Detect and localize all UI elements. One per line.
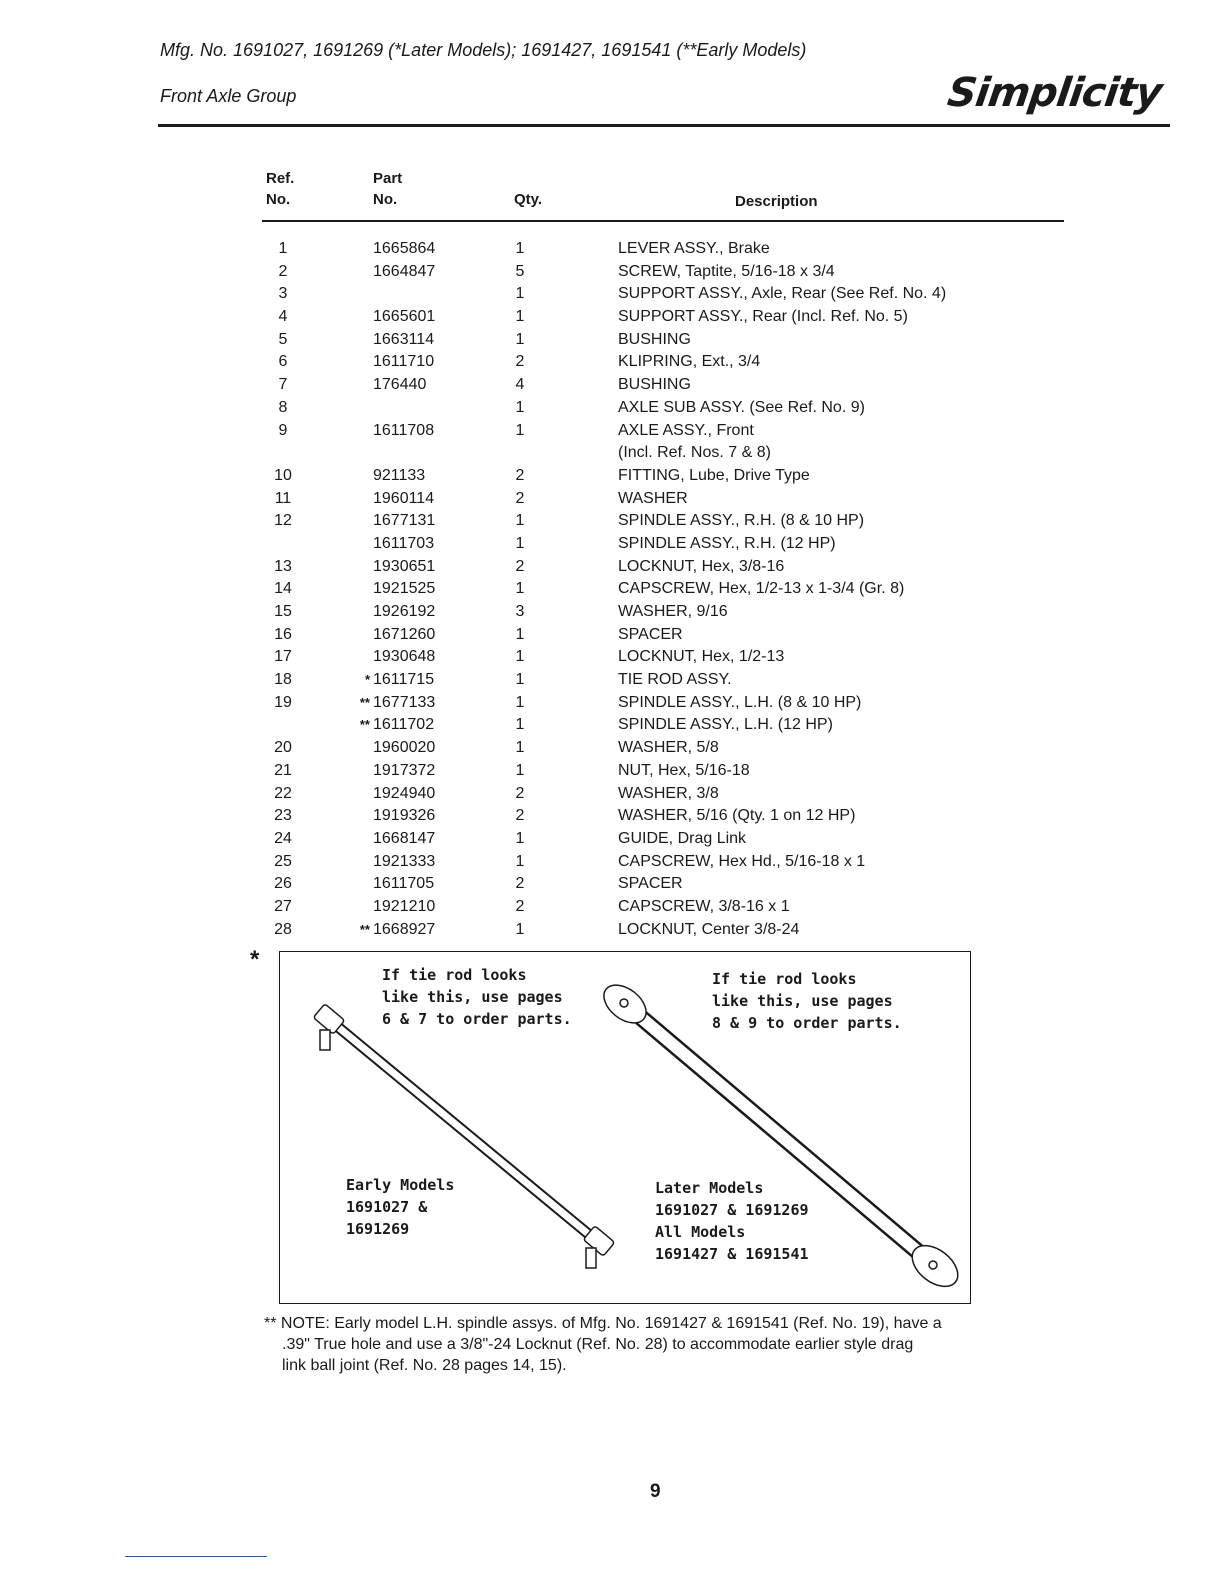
quantity: 1 xyxy=(515,580,525,598)
quantity: 2 xyxy=(515,557,525,575)
quantity: 1 xyxy=(515,308,525,326)
table-row xyxy=(0,737,1224,760)
table-row xyxy=(0,510,1224,533)
header-divider xyxy=(158,124,1170,127)
quantity: 2 xyxy=(515,897,525,915)
part-number: 1665864 xyxy=(373,240,436,257)
part-number: 1668927 xyxy=(373,920,436,938)
ref-number: 14 xyxy=(274,580,292,598)
quantity: 1 xyxy=(515,285,525,303)
ref-number: 23 xyxy=(274,807,292,825)
ref-number: 27 xyxy=(274,897,292,915)
table-row xyxy=(0,397,1224,420)
part-number: 1921210 xyxy=(373,897,436,915)
description: SPINDLE ASSY., R.H. (12 HP) xyxy=(618,534,836,552)
part-number: 1611702 xyxy=(373,716,435,734)
description: KLIPRING, Ext., 3/4 xyxy=(618,353,761,371)
section-title: Front Axle Group xyxy=(160,86,297,106)
table-row xyxy=(0,714,1224,737)
description: SPINDLE ASSY., R.H. (8 & 10 HP) xyxy=(618,512,865,530)
table-row xyxy=(0,442,1224,465)
table-row xyxy=(0,873,1224,896)
part-number: 1930651 xyxy=(373,557,436,575)
part-number: 1677131 xyxy=(373,512,436,530)
table-row xyxy=(0,306,1224,329)
ref-number: 11 xyxy=(274,489,292,507)
part-number: 1611715 xyxy=(373,671,435,689)
ref-number: 19 xyxy=(274,693,292,711)
ref-number: 26 xyxy=(274,875,292,893)
quantity: 1 xyxy=(515,421,525,439)
ref-number: 4 xyxy=(278,308,288,326)
table-row xyxy=(0,646,1224,669)
footnote: ** NOTE: Early model L.H. spindle assys. of Mfg. No. 1691427 & 1691541 (Ref. No. 19), have a .39" True hole and use a 3/8"-24 Locknut (Ref. No. 28) to accommodate earlier style drag link ball joint (Ref. No. 28 pages 14, 15). xyxy=(264,1315,942,1374)
part-number: 1930648 xyxy=(373,648,436,666)
later-models-label: Later Models 1691027 & 1691269 All Models 1691427 & 1691541 xyxy=(655,1179,809,1263)
description: SPACER xyxy=(618,625,683,643)
quantity: 1 xyxy=(515,534,525,552)
quantity: 1 xyxy=(515,648,525,666)
part-number: 1921525 xyxy=(373,580,436,598)
part-number: 1611708 xyxy=(373,421,435,439)
table-row xyxy=(0,783,1224,806)
quantity: 1 xyxy=(515,671,525,689)
ref-number: 1 xyxy=(278,240,288,257)
part-number: 1611703 xyxy=(373,534,435,552)
early-tie-rod-instructions: If tie rod looks like this, use pages 6 & 7 to order parts. xyxy=(382,966,572,1028)
quantity: 1 xyxy=(515,512,525,530)
quantity: 5 xyxy=(515,262,525,280)
footer-line xyxy=(125,1556,267,1557)
quantity: 1 xyxy=(515,240,525,257)
col-header-qty: Qty. xyxy=(514,191,543,208)
brand-logo: Simplicity xyxy=(944,70,1165,116)
part-number: 1664847 xyxy=(373,262,436,280)
table-row xyxy=(0,760,1224,783)
model-marker: ** xyxy=(359,717,370,733)
ref-number: 5 xyxy=(278,330,288,348)
ref-number: 24 xyxy=(274,829,292,847)
page-number: 9 xyxy=(650,1481,661,1502)
quantity: 1 xyxy=(515,920,525,938)
quantity: 2 xyxy=(515,489,525,507)
part-number: 1917372 xyxy=(373,761,436,779)
part-number: 1924940 xyxy=(373,784,436,802)
quantity: 2 xyxy=(515,875,525,893)
ref-number: 8 xyxy=(278,398,288,416)
description: CAPSCREW, Hex, 1/2-13 x 1-3/4 (Gr. 8) xyxy=(618,580,905,598)
description: FITTING, Lube, Drive Type xyxy=(618,466,810,484)
ref-number: 9 xyxy=(278,421,288,439)
ref-number: 21 xyxy=(274,761,292,779)
table-row xyxy=(0,261,1224,284)
table-row xyxy=(0,896,1224,919)
description: AXLE SUB ASSY. (See Ref. No. 9) xyxy=(618,398,865,416)
description: BUSHING xyxy=(618,330,691,348)
ref-number: 6 xyxy=(278,353,288,371)
quantity: 2 xyxy=(515,466,525,484)
ref-number: 22 xyxy=(274,784,292,802)
tie-rod-note-marker: * xyxy=(250,946,260,973)
ref-number: 18 xyxy=(274,671,292,689)
part-number: 1926192 xyxy=(373,603,436,620)
table-row xyxy=(0,601,1224,624)
part-number: 1668147 xyxy=(373,829,436,847)
part-number: 1665601 xyxy=(373,308,436,326)
model-marker: ** xyxy=(359,694,370,710)
description: LOCKNUT, Center 3/8-24 xyxy=(618,920,800,938)
quantity: 1 xyxy=(515,330,525,348)
col-header-ref: Ref. No. xyxy=(266,170,295,208)
ref-number: 25 xyxy=(274,852,292,870)
description: SPINDLE ASSY., L.H. (12 HP) xyxy=(618,716,833,734)
ref-number: 15 xyxy=(274,603,292,620)
description: SPINDLE ASSY., L.H. (8 & 10 HP) xyxy=(618,693,862,711)
col-header-description: Description xyxy=(735,193,818,210)
part-number: 1611710 xyxy=(373,353,435,371)
ref-number: 28 xyxy=(274,920,292,938)
quantity: 4 xyxy=(515,376,525,394)
table-row xyxy=(0,805,1224,828)
ref-number: 2 xyxy=(278,262,288,280)
model-marker: * xyxy=(364,672,370,688)
description: WASHER, 5/16 (Qty. 1 on 12 HP) xyxy=(618,807,856,825)
quantity: 1 xyxy=(515,852,525,870)
table-row xyxy=(0,283,1224,306)
table-row xyxy=(0,420,1224,443)
part-number: 1677133 xyxy=(373,693,436,711)
ref-number: 17 xyxy=(274,648,292,666)
manufacturer-numbers: Mfg. No. 1691027, 1691269 (*Later Models); 1691427, 1691541 (**Early Models) xyxy=(160,40,807,60)
table-row xyxy=(0,533,1224,556)
parts-list xyxy=(0,238,1224,941)
description: LEVER ASSY., Brake xyxy=(618,240,770,257)
table-row xyxy=(0,578,1224,601)
part-number: 1919326 xyxy=(373,807,436,825)
description: CAPSCREW, 3/8-16 x 1 xyxy=(618,897,790,915)
description: WASHER xyxy=(618,489,688,507)
part-number: 1921333 xyxy=(373,852,436,870)
table-row xyxy=(0,374,1224,397)
ref-number: 7 xyxy=(278,376,288,394)
quantity: 2 xyxy=(515,784,525,802)
table-row xyxy=(0,919,1224,942)
part-number: 1611705 xyxy=(373,875,435,893)
part-number: 176440 xyxy=(373,376,427,394)
table-row xyxy=(0,851,1224,874)
table-row xyxy=(0,238,1224,261)
quantity: 1 xyxy=(515,761,525,779)
description: (Incl. Ref. Nos. 7 & 8) xyxy=(618,444,771,462)
ref-number: 13 xyxy=(274,557,292,575)
part-number: 921133 xyxy=(373,466,426,484)
col-header-part: Part No. xyxy=(373,170,403,208)
ref-number: 10 xyxy=(274,466,292,484)
description: WASHER, 9/16 xyxy=(618,603,728,620)
description: AXLE ASSY., Front xyxy=(618,421,754,439)
tie-rod-identification-box xyxy=(279,951,971,1304)
ref-number: 20 xyxy=(274,739,292,757)
quantity: 1 xyxy=(515,716,525,734)
quantity: 1 xyxy=(515,829,525,847)
table-row xyxy=(0,465,1224,488)
description: LOCKNUT, Hex, 1/2-13 xyxy=(618,648,785,666)
quantity: 1 xyxy=(515,398,525,416)
description: WASHER, 3/8 xyxy=(618,784,719,802)
table-row xyxy=(0,556,1224,579)
quantity: 1 xyxy=(515,625,525,643)
table-header-divider xyxy=(262,220,1064,222)
description: WASHER, 5/8 xyxy=(618,739,719,757)
ref-number: 3 xyxy=(278,285,288,303)
description: TIE ROD ASSY. xyxy=(618,671,732,689)
quantity: 1 xyxy=(515,693,525,711)
quantity: 2 xyxy=(515,353,525,371)
description: LOCKNUT, Hex, 3/8-16 xyxy=(618,557,785,575)
table-row xyxy=(0,351,1224,374)
table-row xyxy=(0,828,1224,851)
model-marker: ** xyxy=(359,921,370,937)
quantity: 1 xyxy=(515,739,525,757)
part-number: 1671260 xyxy=(373,625,436,643)
part-number: 1663114 xyxy=(373,330,435,348)
description: SUPPORT ASSY., Axle, Rear (See Ref. No. 4) xyxy=(618,285,947,303)
description: BUSHING xyxy=(618,376,691,394)
description: GUIDE, Drag Link xyxy=(618,829,747,847)
description: SUPPORT ASSY., Rear (Incl. Ref. No. 5) xyxy=(618,308,908,326)
table-row xyxy=(0,624,1224,647)
description: CAPSCREW, Hex Hd., 5/16-18 x 1 xyxy=(618,852,866,870)
part-number: 1960114 xyxy=(373,489,435,507)
description: NUT, Hex, 5/16-18 xyxy=(618,761,750,779)
table-row xyxy=(0,488,1224,511)
table-row xyxy=(0,329,1224,352)
ref-number: 12 xyxy=(274,512,292,530)
table-row xyxy=(0,669,1224,692)
description: SPACER xyxy=(618,875,683,893)
ref-number: 16 xyxy=(274,625,292,643)
part-number: 1960020 xyxy=(373,739,436,757)
later-tie-rod-instructions: If tie rod looks like this, use pages 8 & 9 to order parts. xyxy=(712,970,902,1032)
early-models-label: Early Models 1691027 & 1691269 xyxy=(346,1176,455,1238)
quantity: 2 xyxy=(515,807,525,825)
table-row xyxy=(0,692,1224,715)
quantity: 3 xyxy=(515,603,525,620)
description: SCREW, Taptite, 5/16-18 x 3/4 xyxy=(618,262,835,280)
